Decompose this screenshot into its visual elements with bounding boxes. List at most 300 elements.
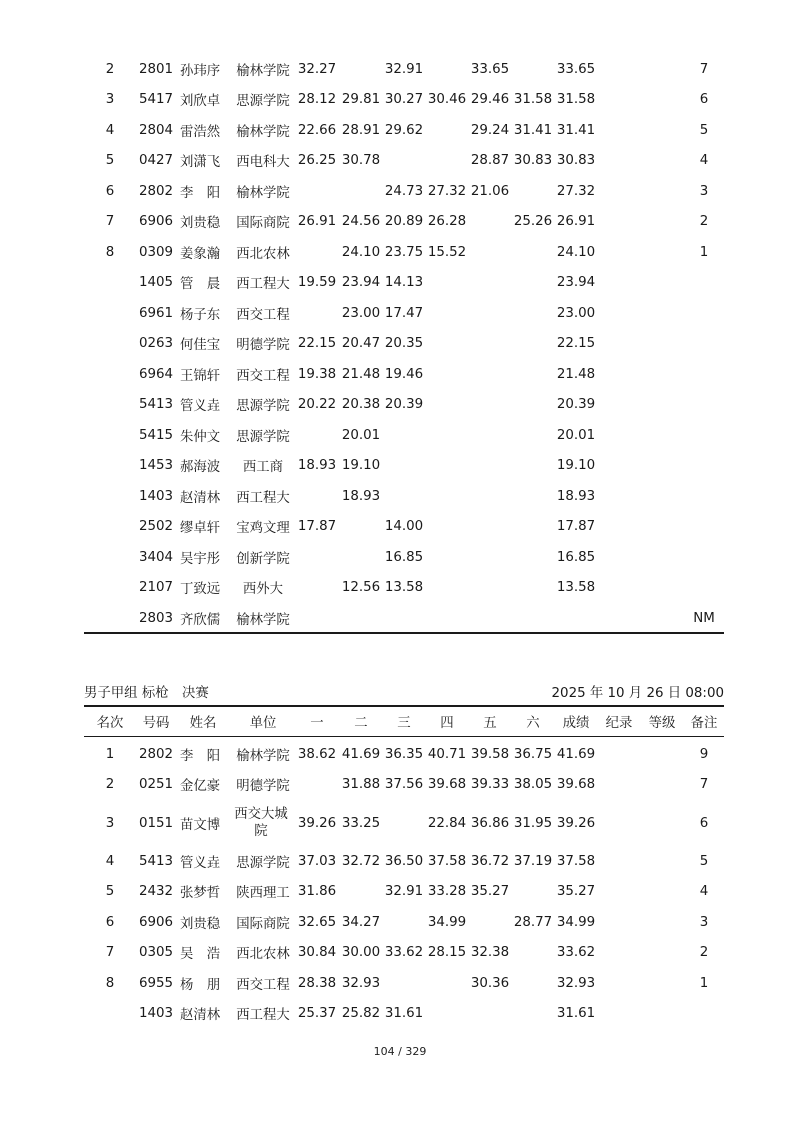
table-row: [84, 451, 724, 482]
header-attempt-6: 六: [526, 715, 540, 731]
cell-number: 5415: [138, 427, 174, 443]
cell-number: 1403: [138, 488, 174, 504]
cell-attempt-6: 30.83: [513, 153, 553, 169]
cell-level: [642, 390, 682, 421]
table-row: [84, 237, 724, 268]
cell-level: [642, 512, 682, 543]
cell-attempt-2: 32.72: [341, 853, 381, 869]
table-row: [84, 146, 724, 177]
cell-record: [600, 938, 638, 969]
cell-result: 20.01: [556, 427, 596, 443]
cell-notes: 3: [699, 914, 709, 930]
cell-attempt-5: [470, 207, 510, 238]
cell-attempt-4: 33.28: [427, 884, 467, 900]
header-attempt-5: 五: [483, 715, 497, 731]
cell-unit: 国际商院: [236, 216, 290, 232]
cell-rank: [96, 420, 124, 451]
table-row: [84, 176, 724, 207]
cell-rank: 6: [105, 183, 115, 199]
cell-notes: [685, 512, 723, 543]
cell-attempt-5: [470, 329, 510, 360]
cell-attempt-1: 31.86: [297, 884, 337, 900]
cell-rank: [96, 359, 124, 390]
cell-attempt-2: [341, 603, 381, 634]
cell-attempt-6: [513, 877, 553, 908]
cell-unit: 西工程大: [236, 1008, 290, 1024]
cell-name: 缪卓轩: [180, 521, 221, 537]
cell-notes: 4: [699, 884, 709, 900]
cell-attempt-2: 28.91: [341, 122, 381, 138]
event-time: 2025 年 10 月 26 日 08:00: [551, 686, 724, 701]
cell-name: 丁致远: [180, 582, 221, 598]
cell-attempt-6: [513, 237, 553, 268]
cell-attempt-2: 41.69: [341, 746, 381, 762]
cell-unit: 国际商院: [236, 916, 290, 932]
cell-attempt-1: [297, 573, 337, 604]
cell-attempt-1: 18.93: [297, 458, 337, 474]
cell-attempt-5: [470, 542, 510, 573]
cell-number: 0309: [138, 244, 174, 260]
cell-result: 30.83: [556, 153, 596, 169]
cell-attempt-4: [427, 420, 467, 451]
cell-unit: 思源学院: [236, 429, 290, 445]
cell-name: 刘潇飞: [180, 155, 221, 171]
table-row: [84, 907, 724, 938]
cell-attempt-5: [470, 237, 510, 268]
cell-record: [600, 451, 638, 482]
cell-level: [642, 237, 682, 268]
cell-attempt-6: 31.41: [513, 122, 553, 138]
cell-name: 管义垚: [180, 855, 221, 871]
cell-record: [600, 115, 638, 146]
cell-unit: 创新学院: [236, 551, 290, 567]
cell-name: 郝海波: [180, 460, 221, 476]
cell-result: 41.69: [556, 746, 596, 762]
cell-level: [642, 542, 682, 573]
header-unit: 单位: [249, 715, 277, 731]
cell-unit: 西电科大: [236, 155, 290, 171]
cell-result: 39.26: [556, 815, 596, 831]
cell-attempt-2: [341, 512, 381, 543]
cell-number: 2802: [138, 746, 174, 762]
cell-attempt-1: 22.15: [297, 336, 337, 352]
cell-result: 20.39: [556, 397, 596, 413]
cell-attempt-2: 30.00: [341, 945, 381, 961]
cell-result: 22.15: [556, 336, 596, 352]
cell-number: 0305: [138, 945, 174, 961]
cell-rank: 3: [105, 815, 115, 831]
cell-unit: 西北农林: [236, 246, 290, 262]
cell-level: [642, 54, 682, 85]
cell-attempt-5: [470, 481, 510, 512]
cell-number: 5413: [138, 853, 174, 869]
cell-notes: [685, 999, 723, 1030]
cell-attempt-1: [297, 603, 337, 634]
cell-result: 18.93: [556, 488, 596, 504]
cell-level: [642, 420, 682, 451]
cell-attempt-2: 24.10: [341, 244, 381, 260]
cell-level: [642, 359, 682, 390]
cell-number: 6906: [138, 214, 174, 230]
cell-attempt-4: [427, 146, 467, 177]
cell-attempt-2: 24.56: [341, 214, 381, 230]
cell-result: 13.58: [556, 580, 596, 596]
cell-notes: 2: [699, 214, 709, 230]
cell-result: 34.99: [556, 914, 596, 930]
cell-notes: 3: [699, 183, 709, 199]
cell-name: 王锦轩: [180, 368, 221, 384]
cell-attempt-4: [427, 451, 467, 482]
cell-attempt-4: [427, 968, 467, 999]
cell-name: 赵清林: [180, 1008, 221, 1024]
cell-notes: 7: [699, 61, 709, 77]
cell-attempt-6: [513, 390, 553, 421]
cell-record: [600, 85, 638, 116]
cell-attempt-4: [427, 603, 467, 634]
cell-record: [600, 907, 638, 938]
cell-attempt-1: 25.37: [297, 1006, 337, 1022]
cell-attempt-4: [427, 481, 467, 512]
cell-result: 39.68: [556, 777, 596, 793]
cell-rank: 4: [105, 853, 115, 869]
cell-number: 6906: [138, 914, 174, 930]
cell-attempt-6: [513, 512, 553, 543]
cell-level: [642, 298, 682, 329]
cell-attempt-2: 33.25: [341, 815, 381, 831]
cell-attempt-6: [513, 420, 553, 451]
cell-attempt-3: 32.91: [384, 61, 424, 77]
cell-record: [600, 603, 638, 634]
cell-unit: 西交工程: [236, 307, 290, 323]
cell-attempt-5: 30.36: [470, 975, 510, 991]
cell-level: [642, 268, 682, 299]
cell-name: 刘贵稳: [180, 916, 221, 932]
cell-attempt-6: 31.58: [513, 92, 553, 108]
cell-attempt-3: 31.61: [384, 1006, 424, 1022]
cell-rank: 2: [105, 61, 115, 77]
cell-attempt-5: [470, 298, 510, 329]
cell-name: 李 阳: [180, 185, 221, 201]
cell-record: [600, 390, 638, 421]
cell-notes: 5: [699, 122, 709, 138]
cell-notes: [685, 359, 723, 390]
cell-result: 37.58: [556, 853, 596, 869]
cell-rank: [96, 512, 124, 543]
cell-attempt-1: 38.62: [297, 746, 337, 762]
cell-attempt-5: 21.06: [470, 183, 510, 199]
cell-record: [600, 146, 638, 177]
table-row: [84, 573, 724, 604]
cell-attempt-4: 15.52: [427, 244, 467, 260]
cell-attempt-2: 12.56: [341, 580, 381, 596]
cell-rank: 3: [105, 92, 115, 108]
cell-name: 齐欣儒: [180, 612, 221, 628]
cell-attempt-6: 36.75: [513, 746, 553, 762]
cell-attempt-2: 20.47: [341, 336, 381, 352]
cell-attempt-3: 13.58: [384, 580, 424, 596]
cell-attempt-2: 23.94: [341, 275, 381, 291]
column-header-row: [84, 706, 724, 736]
cell-attempt-3: 19.46: [384, 366, 424, 382]
cell-record: [600, 877, 638, 908]
cell-attempt-5: 39.33: [470, 777, 510, 793]
header-attempt-4: 四: [440, 715, 454, 731]
cell-attempt-4: 40.71: [427, 746, 467, 762]
cell-number: 1453: [138, 458, 174, 474]
cell-record: [600, 846, 638, 877]
cell-notes: [685, 481, 723, 512]
cell-unit: 西北农林: [236, 947, 290, 963]
cell-level: [642, 207, 682, 238]
cell-unit: 宝鸡文理: [236, 521, 290, 537]
header-name: 姓名: [189, 715, 217, 731]
cell-name: 赵清林: [180, 490, 221, 506]
cell-record: [600, 420, 638, 451]
cell-unit: 思源学院: [236, 855, 290, 871]
cell-attempt-5: [470, 907, 510, 938]
table-row: [84, 999, 724, 1030]
cell-attempt-4: 37.58: [427, 853, 467, 869]
cell-attempt-2: [341, 54, 381, 85]
cell-attempt-4: 26.28: [427, 214, 467, 230]
cell-record: [600, 481, 638, 512]
cell-attempt-1: 39.26: [297, 815, 337, 831]
cell-rank: [96, 298, 124, 329]
cell-attempt-5: 29.46: [470, 92, 510, 108]
cell-number: 2804: [138, 122, 174, 138]
cell-rank: [96, 329, 124, 360]
top-results-table: [84, 54, 724, 634]
cell-number: 2502: [138, 519, 174, 535]
cell-attempt-5: [470, 603, 510, 634]
cell-attempt-6: [513, 542, 553, 573]
cell-attempt-5: 36.86: [470, 815, 510, 831]
cell-attempt-4: [427, 390, 467, 421]
cell-attempt-3: 17.47: [384, 305, 424, 321]
cell-result: 33.65: [556, 61, 596, 77]
cell-rank: [96, 542, 124, 573]
cell-name: 管义垚: [180, 399, 221, 415]
cell-attempt-3: [384, 603, 424, 634]
cell-attempt-3: 14.00: [384, 519, 424, 535]
cell-record: [600, 999, 638, 1030]
header-attempt-3: 三: [397, 715, 411, 731]
cell-number: 0263: [138, 336, 174, 352]
cell-attempt-3: 33.62: [384, 945, 424, 961]
cell-attempt-5: 29.24: [470, 122, 510, 138]
cell-attempt-6: [513, 54, 553, 85]
cell-unit: 西交工程: [236, 368, 290, 384]
cell-attempt-1: 20.22: [297, 397, 337, 413]
cell-attempt-5: 28.87: [470, 153, 510, 169]
cell-notes: [685, 268, 723, 299]
cell-attempt-3: 36.50: [384, 853, 424, 869]
cell-rank: [96, 573, 124, 604]
cell-attempt-4: [427, 298, 467, 329]
cell-attempt-3: [384, 907, 424, 938]
cell-attempt-3: [384, 451, 424, 482]
cell-attempt-1: 22.66: [297, 122, 337, 138]
cell-unit: 思源学院: [236, 94, 290, 110]
cell-attempt-3: 16.85: [384, 549, 424, 565]
cell-attempt-2: 18.93: [341, 488, 381, 504]
cell-name: 吴宇彤: [180, 551, 221, 567]
cell-attempt-1: [297, 298, 337, 329]
cell-record: [600, 54, 638, 85]
cell-number: 0427: [138, 153, 174, 169]
cell-name: 苗文博: [180, 817, 221, 833]
cell-attempt-5: 39.58: [470, 746, 510, 762]
cell-attempt-3: 29.62: [384, 122, 424, 138]
cell-attempt-1: [297, 237, 337, 268]
cell-attempt-6: [513, 573, 553, 604]
cell-attempt-2: 19.10: [341, 458, 381, 474]
table-row: [84, 770, 724, 801]
cell-record: [600, 298, 638, 329]
cell-notes: [685, 390, 723, 421]
cell-attempt-5: [470, 451, 510, 482]
cell-result: 23.00: [556, 305, 596, 321]
cell-rank: [96, 390, 124, 421]
cell-attempt-3: 37.56: [384, 777, 424, 793]
cell-attempt-2: 23.00: [341, 305, 381, 321]
cell-number: 2801: [138, 61, 174, 77]
cell-attempt-2: 21.48: [341, 366, 381, 382]
table-row: [84, 968, 724, 999]
cell-attempt-4: [427, 512, 467, 543]
table-row: [84, 115, 724, 146]
cell-notes: 6: [699, 92, 709, 108]
header-attempt-2: 二: [354, 715, 368, 731]
cell-attempt-4: [427, 268, 467, 299]
cell-attempt-4: 30.46: [427, 92, 467, 108]
cell-number: 2107: [138, 580, 174, 596]
table-row: [84, 390, 724, 421]
cell-attempt-4: [427, 329, 467, 360]
cell-attempt-1: 26.25: [297, 153, 337, 169]
cell-result: 31.58: [556, 92, 596, 108]
cell-notes: [685, 329, 723, 360]
cell-attempt-6: [513, 329, 553, 360]
cell-result: [555, 603, 597, 634]
cell-unit: 明德学院: [236, 338, 290, 354]
cell-rank: 8: [105, 244, 115, 260]
cell-level: [642, 877, 682, 908]
cell-level: [642, 115, 682, 146]
table-row: [84, 329, 724, 360]
cell-attempt-5: [470, 390, 510, 421]
cell-attempt-6: 38.05: [513, 777, 553, 793]
cell-attempt-5: [470, 420, 510, 451]
cell-attempt-1: 19.38: [297, 366, 337, 382]
cell-attempt-3: [384, 800, 424, 846]
cell-attempt-6: [513, 359, 553, 390]
cell-result: 31.41: [556, 122, 596, 138]
cell-notes: 5: [699, 853, 709, 869]
cell-attempt-2: [341, 542, 381, 573]
cell-unit: 榆林学院: [236, 612, 290, 628]
cell-unit: 西外大: [242, 582, 284, 598]
cell-notes: 7: [699, 777, 709, 793]
cell-attempt-1: [297, 542, 337, 573]
cell-unit: 西工程大: [236, 490, 290, 506]
table-row: [84, 846, 724, 877]
cell-attempt-3: 14.13: [384, 275, 424, 291]
cell-result: 21.48: [556, 366, 596, 382]
cell-level: [642, 85, 682, 116]
cell-attempt-3: 20.35: [384, 336, 424, 352]
cell-name: 杨 朋: [180, 977, 221, 993]
cell-record: [600, 268, 638, 299]
cell-rank: [96, 268, 124, 299]
cell-attempt-1: [297, 176, 337, 207]
cell-attempt-2: [341, 877, 381, 908]
cell-attempt-5: [470, 512, 510, 543]
cell-number: 1405: [138, 275, 174, 291]
cell-number: 5413: [138, 397, 174, 413]
cell-rank: [96, 451, 124, 482]
cell-attempt-3: 30.27: [384, 92, 424, 108]
cell-attempt-3: [384, 146, 424, 177]
cell-name: 刘贵稳: [180, 216, 221, 232]
cell-record: [600, 800, 638, 846]
cell-attempt-6: [513, 603, 553, 634]
cell-level: [642, 770, 682, 801]
cell-record: [600, 512, 638, 543]
cell-rank: 7: [105, 945, 115, 961]
header-notes: 备注: [690, 715, 718, 731]
cell-number: 0251: [138, 777, 174, 793]
cell-result: 27.32: [556, 183, 596, 199]
cell-attempt-2: 31.88: [341, 777, 381, 793]
cell-number: 6955: [138, 975, 174, 991]
cell-unit: 榆林学院: [236, 124, 290, 140]
cell-attempt-1: 19.59: [297, 275, 337, 291]
header-number: 号码: [142, 715, 170, 731]
cell-notes: 4: [699, 153, 709, 169]
cell-notes: [685, 420, 723, 451]
cell-attempt-4: [427, 359, 467, 390]
cell-attempt-5: [470, 573, 510, 604]
cell-attempt-1: [297, 481, 337, 512]
cell-attempt-5: 33.65: [470, 61, 510, 77]
cell-attempt-2: 20.01: [341, 427, 381, 443]
cell-unit: 榆林学院: [236, 185, 290, 201]
cell-rank: 5: [105, 884, 115, 900]
table-row: [84, 298, 724, 329]
cell-attempt-6: [513, 999, 553, 1030]
cell-attempt-1: 37.03: [297, 853, 337, 869]
cell-attempt-1: [297, 420, 337, 451]
table-row: [84, 603, 724, 634]
cell-name: 杨子东: [180, 307, 221, 323]
cell-attempt-6: [513, 938, 553, 969]
cell-attempt-1: 32.65: [297, 914, 337, 930]
cell-level: [642, 329, 682, 360]
cell-name: 刘欣卓: [180, 94, 221, 110]
table-row: [84, 938, 724, 969]
header-attempt-1: 一: [310, 715, 324, 731]
cell-notes: NM: [693, 610, 715, 626]
table-row: [84, 877, 724, 908]
cell-rank: 8: [105, 975, 115, 991]
cell-attempt-5: [470, 268, 510, 299]
cell-level: [642, 938, 682, 969]
table-row: [84, 359, 724, 390]
cell-attempt-6: [513, 176, 553, 207]
cell-attempt-4: 22.84: [427, 815, 467, 831]
cell-level: [642, 176, 682, 207]
